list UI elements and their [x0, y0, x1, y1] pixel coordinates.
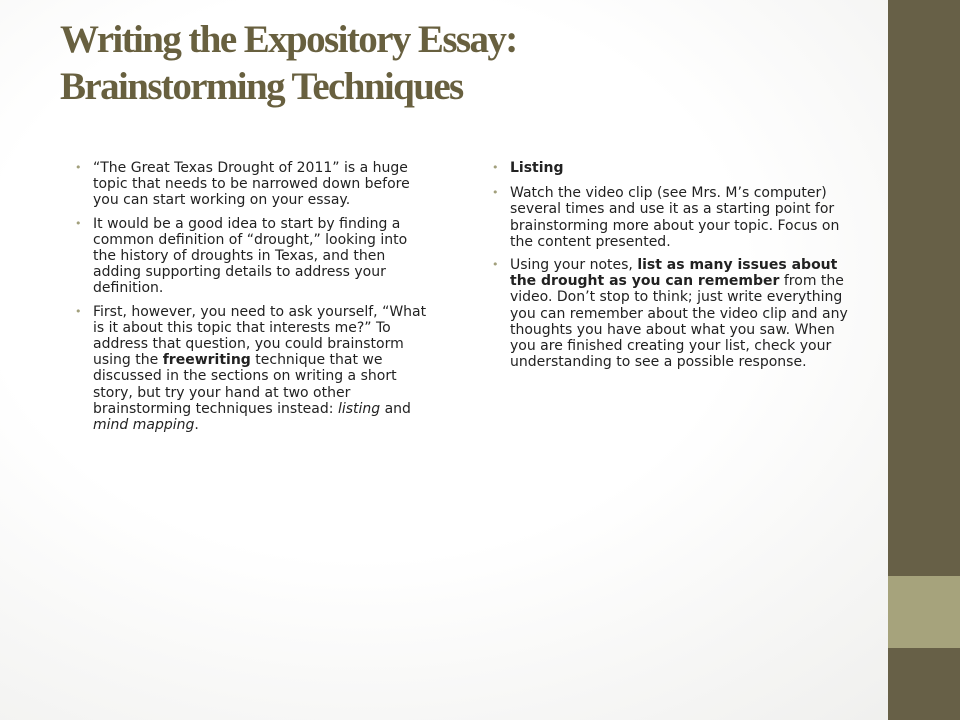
left-bullet-list [75, 160, 428, 440]
bullet-heading-listing: Listing [510, 160, 564, 176]
bullet-text: Watch the video clip (see Mrs. M’s computer) several times and use it as a starting point for brainstorming more about your topic. Focus on the content presented. [510, 185, 840, 250]
slide-title [60, 16, 860, 110]
side-bar-dark-bottom [888, 648, 960, 720]
list-item [75, 215, 428, 297]
list-item [75, 160, 428, 209]
bullet-dot-icon: • [75, 216, 82, 230]
bullet-text-part: Using your notes, [510, 257, 638, 274]
list-item [75, 303, 428, 434]
bullet-text-part: . [194, 417, 199, 434]
bullet-text-part: First, however, you need to ask yourself, “What is it about this topic that interests me?” To address that question, you could brainstorm using the [93, 303, 427, 369]
italic-term-listing: listing [337, 400, 381, 417]
list-item [492, 185, 850, 250]
bullet-dot-icon: • [75, 304, 82, 318]
title-line-1: Writing the Expository Essay: [60, 18, 517, 61]
bold-term-freewriting: freewriting [162, 352, 251, 369]
title-line-2: Brainstorming Techniques [60, 65, 463, 108]
list-item [492, 160, 850, 176]
bullet-dot-icon: • [492, 161, 499, 174]
bold-phrase-list-issues: list as many issues about the drought as you can remember [510, 257, 838, 290]
right-bullet-list [492, 160, 850, 377]
bullet-text-part: and [380, 400, 411, 417]
bullet-dot-icon: • [492, 186, 499, 200]
italic-term-mind-mapping: mind mapping [93, 417, 195, 434]
bullet-text-part: technique that we discussed in the sections on writing a short story, but try your hand at two other brainstorming techniques instead: [93, 352, 397, 417]
side-decor-bar [888, 0, 960, 720]
bullet-text: It would be a good idea to start by finding a common definition of “drought,” looking into the history of droughts in Texas, and then adding supporting details to address your definition. [93, 215, 408, 297]
bullet-text: “The Great Texas Drought of 2011” is a huge topic that needs to be narrowed down before you can start working on your essay. [93, 160, 410, 209]
list-item [492, 257, 850, 371]
side-bar-light-middle [888, 576, 960, 648]
bullet-dot-icon: • [492, 258, 499, 272]
bullet-text-part: from the video. Don’t stop to think; just write everything you can remember about the video clip and any thoughts you have about what you saw. When you are finished creating your list, check your understanding to see a possible response. [510, 273, 848, 371]
side-bar-dark-top [888, 0, 960, 576]
bullet-dot-icon: • [75, 161, 82, 174]
